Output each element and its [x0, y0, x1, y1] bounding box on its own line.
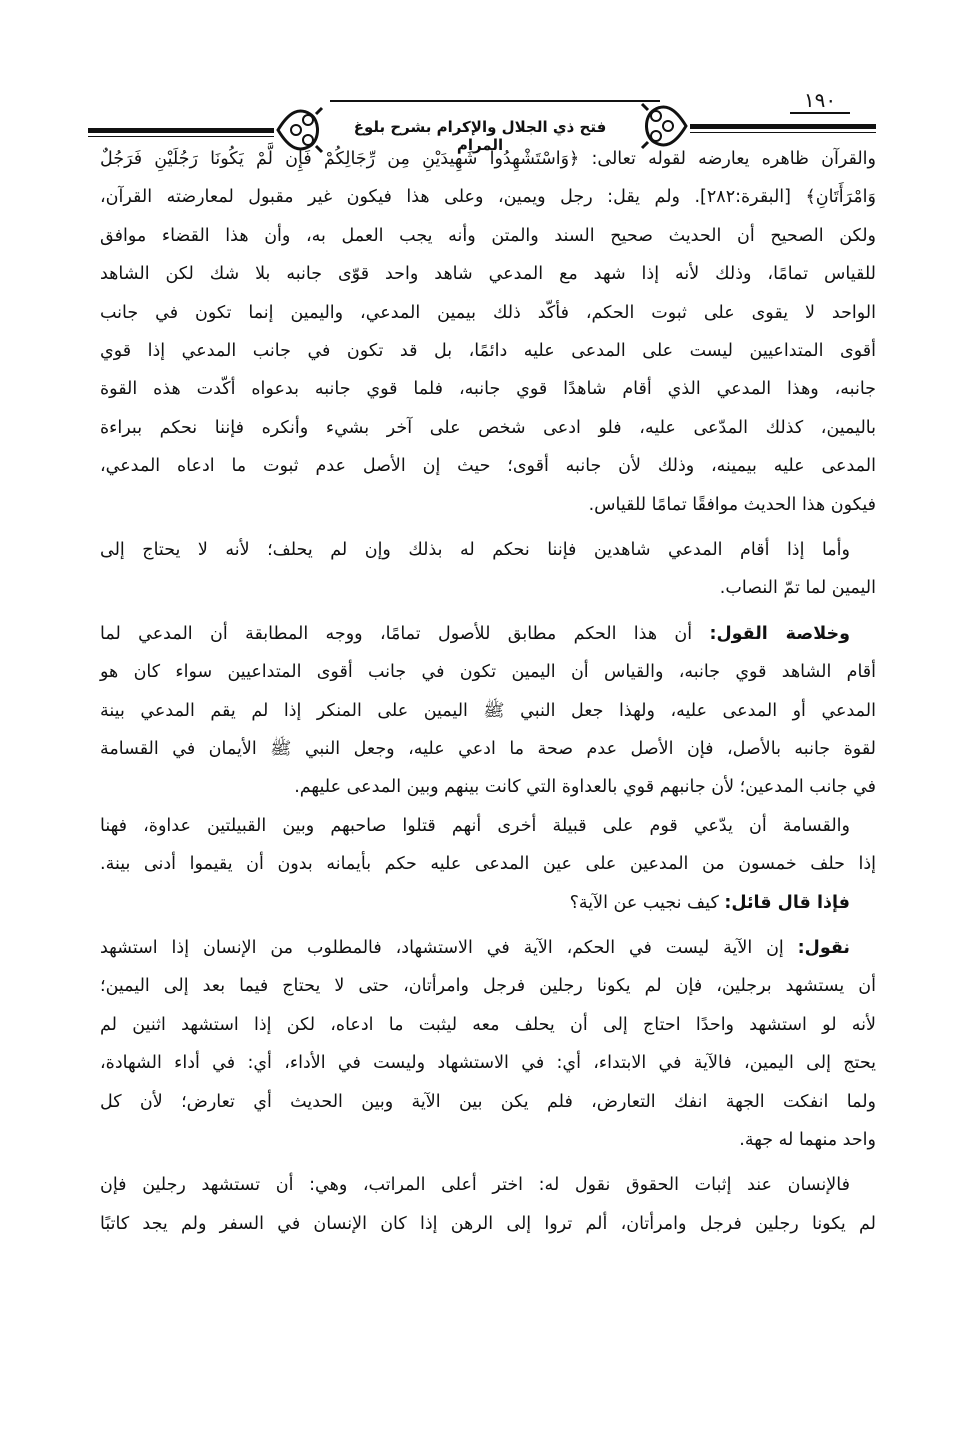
text-line [100, 1050, 876, 1076]
text-line [100, 376, 876, 402]
text-line [100, 736, 876, 762]
line-text: واحد منهما له جهة. [739, 1130, 876, 1150]
header-top-rule [330, 100, 660, 102]
text-line [100, 698, 876, 724]
line-text: وأما إذا أقام المدعي شاهدين فإننا نحكم له بذلك وإن لم يحلف؛ لأنه لا يحتاج إلى [100, 540, 850, 560]
text-line [100, 415, 876, 441]
line-text: وَامْرَأَتَانِ﴾ [البقرة:٢٨٢]. ولم يقل: رجل ويمين، وعلى هذا فيكون غير مقبول لمعارضته القرآن، [100, 187, 876, 208]
header-left-rule-thin [88, 136, 274, 137]
text-line [100, 1127, 876, 1153]
header-left-rule [88, 128, 274, 133]
line-text: أن يستشهد برجلين، فإن لم يكونا رجلين فرجل وامرأتان، حتى لا يحتاج فيما بعد إلى اليمين؛ [100, 976, 876, 997]
text-line [100, 1211, 876, 1237]
line-text: اليمين لما تمّ النصاب. [719, 578, 876, 599]
text-line [100, 492, 876, 518]
line-text: ولما انفكت الجهة انفك التعارض، فلم يكن بين الآية وبين الحديث أي تعارض؛ لأن كل [100, 1091, 876, 1112]
line-text: فيكون هذا الحديث موافقًا تمامًا للقياس. [588, 494, 876, 515]
line-text: المدعى عليه بيمينه، وذلك لأن جانبه أقوى؛ حيث إن الأصل عدم ثبوت ما ادعاه المدعي، [100, 456, 876, 477]
line-text: أقوى المتداعيين ليست على المدعى عليه دائمًا، بل قد تكون في جانب المدعي إذا قوي [100, 341, 876, 361]
line-text: ولكن الصحيح أن الحديث صحيح السند والمتن وأنه يجب العمل به، وأن هذا القضاء موافق [100, 225, 876, 246]
line-text: جانبه، وهذا المدعي الذي أقام شاهدًا قوي جانبه، فلما قوي جانبه بدعواه أكّدت هذه القوة [100, 379, 876, 400]
header-right-rule-thin [690, 132, 876, 133]
text-line [100, 338, 876, 364]
text-line [100, 300, 876, 326]
text-line [100, 184, 876, 210]
text-line [100, 537, 876, 563]
line-text: يحتج إلى اليمين، فالآية في الابتداء، أي: في الاستشهاد وليست في الأداء، أي: في أداء الشهادة، [100, 1053, 876, 1074]
text-line [100, 1172, 876, 1198]
bold-lead-in: نقول: [797, 938, 850, 958]
line-text: لأنه لو استشهد واحدًا احتاج إلى أن يحلف معه ليثبت ما ادعاه، لكن إذا استشهد اثنين لم [100, 1014, 876, 1035]
line-text: للقياس تمامًا، وذلك لأنه إذا شهد مع المدعي شاهد واحد قوّى جانبه بلا شك لكن الشاهد [100, 264, 876, 285]
text-line [100, 851, 876, 877]
page-number: ١٩٠ [790, 88, 850, 114]
line-text: أن هذا الحكم مطابق للأصول تمامًا، ووجه المطابقة أن المدعي لما [100, 623, 710, 644]
text-line [100, 774, 876, 800]
header-right-rule [690, 124, 876, 129]
text-line [100, 453, 876, 479]
text-line [100, 575, 876, 601]
line-text: الواحد لا يقوى على ثبوت الحكم، فأكّد ذلك بيمين المدعي، واليمين إنما تكون في جانب [100, 302, 876, 323]
text-line [100, 890, 876, 916]
text-line [100, 621, 876, 647]
bold-lead-in: وخلاصة القول: [709, 623, 850, 644]
line-text: إذا حلف خمسون من المدعين على عين المدعى عليه حكم بأيمانه بدون أن يقيموا أدنى بينة. [100, 854, 876, 875]
text-line [100, 261, 876, 287]
text-line [100, 1089, 876, 1115]
line-text: باليمين، كذلك المدّعى عليه، فلو ادعى شخص على آخر بشيء وأنكره فإننا نحكم ببراءة [100, 417, 876, 438]
line-text: لقوة جانبه بالأصل، فإن الأصل عدم صحة ما ادعي عليه، وجعل النبي ﷺ الأيمان في القسامة [100, 739, 876, 759]
line-text: فالإنسان عند إثبات الحقوق نقول له: اختر أعلى المراتب، وهي: أن تستشهد رجلين فإن [100, 1175, 850, 1196]
text-line [100, 813, 876, 839]
running-header [0, 0, 978, 160]
line-text: كيف نجيب عن الآية؟ [569, 892, 725, 913]
text-line [100, 659, 876, 685]
line-text: إن الآية ليست في الحكم، الآية في الاستشهاد، فالمطلوب من الإنسان إذا استشهد [100, 938, 798, 958]
line-text: أقام الشاهد قوي جانبه، والقياس أن اليمين تكون في جانب أقوى المتداعيين سواء كان هو [100, 662, 876, 683]
bold-lead-in: فإذا قال قائل: [724, 892, 850, 913]
text-line [100, 146, 876, 172]
line-text: والقسامة أن يدّعي قوم على قبيلة أخرى أنهم قتلوا صاحبهم وبين القبيلتين عداوة، فهنا [100, 815, 850, 836]
line-text: والقرآن ظاهره يعارضه لقوله تعالى: ﴿وَاسْتَشْهِدُوا شَهِيدَيْنِ مِن رِّجَالِكُمْ فَإِن لَّمْ يَكُونَا رَجُلَيْنِ فَرَجُلٌ [100, 149, 876, 169]
text-line [100, 935, 876, 961]
line-text: لم يكونا رجلين فرجل وامرأتان، ألم تروا إلى الرهن إذا كان الإنسان في السفر ولم يجد كاتبًا [100, 1213, 876, 1234]
book-title: فتح ذي الجلال والإكرام بشرح بلوغ المرام [353, 118, 607, 154]
line-text: المدعي أو المدعى عليه، ولهذا جعل النبي ﷺ اليمين على المنكر إذا لم يقم المدعي بينة [100, 700, 876, 721]
text-line [100, 223, 876, 249]
line-text: في جانب المدعين؛ لأن جانبهم قوي بالعداوة التي كانت بينهم وبين المدعى عليهم. [294, 777, 876, 798]
text-line [100, 973, 876, 999]
text-line [100, 1012, 876, 1038]
